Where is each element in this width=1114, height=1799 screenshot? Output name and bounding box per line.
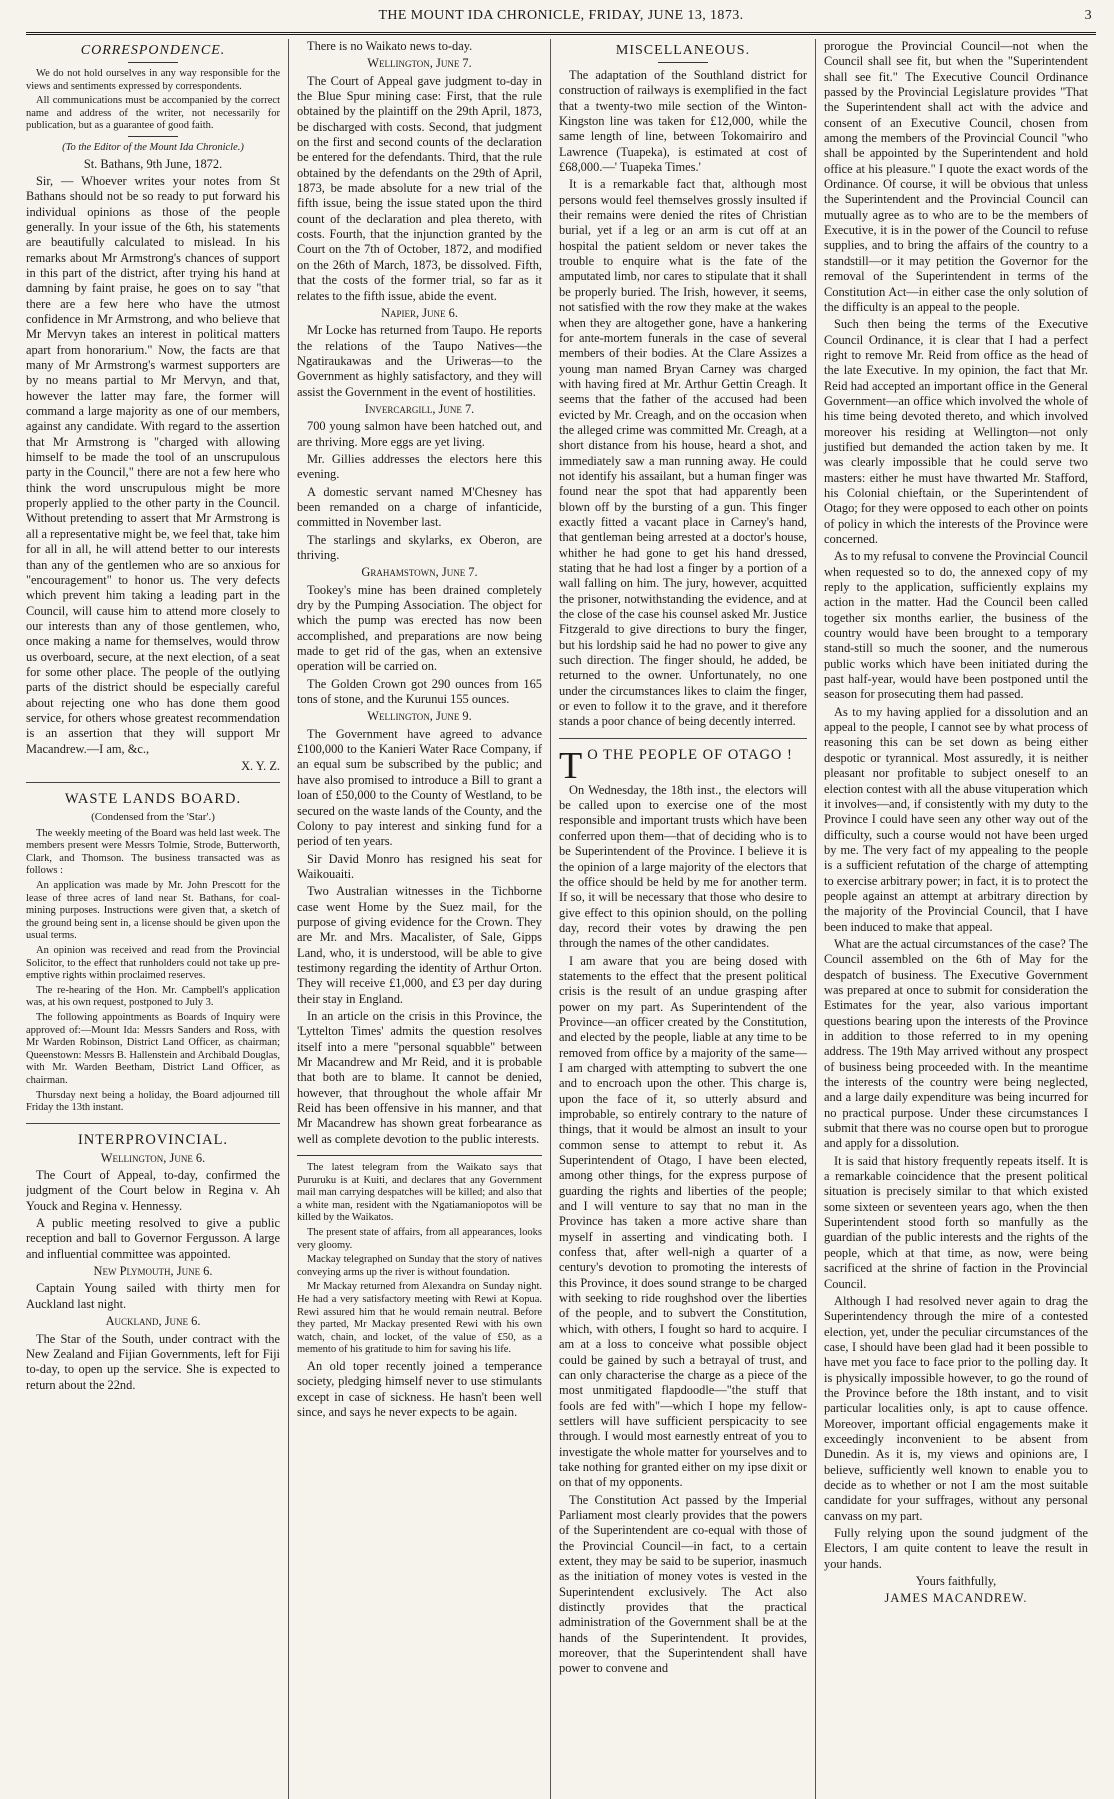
column-1 bbox=[26, 39, 288, 1799]
otago-paragraph: It is said that history frequently repeats itself. It is a remarkable coincidence that the present political situation is precisely similar to that which existed some sixteen or seventeen years ago, when the then Superintendent stood forth so manfully as the guardian of the public interests and the rights of the people, which at that time, as now, were being sacrificed at the shrine of faction in the Provincial Council. bbox=[824, 1153, 1088, 1291]
news-paragraph: Tookey's mine has been drained completely dry by the Pumping Association. The object for which the pump was erected has now been accomplished, and preparations are now being made to get rid of the gas, when an extensive operation will be carried on. bbox=[297, 582, 542, 674]
drop-cap: T bbox=[559, 744, 584, 787]
column-3 bbox=[550, 39, 815, 1799]
news-paragraph: Captain Young sailed with thirty men for Auckland last night. bbox=[26, 1281, 280, 1311]
otago-paragraph: I am aware that you are being dosed with statements to the effect that the present political crisis is the result of an undue grasping after power on my part. As Superintendent of the Province—an officer created by the Constitution, and elected by the people, liable at any time to be removed from office by a majority of the same—I am charged with attempting to subvert the one and to encroach upon the other. This charge is, upon the face of it, so utterly absurd and improbable, so entirely contrary to the nature of things, that it would be almost an insult to your common sense to attempt to rebut it. As Superintendent of Otago, I have been elected, among other things, for the express purpose of guarding the rights and liberties of the people; and I will venture to say that no man in the Province has taken a more active share than myself in asserting and vindicating both. I confess that, after well-nigh a quarter of a century's devotion to promoting the interests of this Province, it does sound strange to be charged with seeking to ride roughshod over the liberties of the people, and to subvert the Constitution, which, with others, I fought so hard to acquire. I am at a loss to conceive what possible object could be gained by such a betrayal of trust, and can only characterise the charge as a piece of the most unmitigated flapdoodle—"the stuff that fools are fed with"—which I hope my fellow-settlers will have sufficient perspicacity to see through. I would most earnestly entreat of you to investigate the whole matter for yourselves and to take nothing for granted either on my ipse dixit or on that of my opponents. bbox=[559, 953, 807, 1490]
divider bbox=[128, 136, 178, 137]
column-2 bbox=[288, 39, 550, 1799]
news-paragraph: Mr Locke has returned from Taupo. He reports the relations of the Taupo Natives—the Ngatiraukawas and the Uriweras—to the Government as highly satisfactory, and they will assist the Government in the event of hostilities. bbox=[297, 323, 542, 399]
waikato-paragraph: The present state of affairs, from all appearances, looks very gloomy. bbox=[297, 1227, 542, 1251]
miscellaneous-heading: MISCELLANEOUS. bbox=[615, 43, 751, 58]
column-4 bbox=[815, 39, 1096, 1799]
divider bbox=[26, 782, 280, 783]
otago-paragraph: As to my refusal to convene the Provincial Council when requested so to do, the annexed copy of my reply to the application, sufficiently explains my action in the matter. Had the Council been called together six months earlier, the business of the country would have been brought to a temporary stand-still so much the sooner, and the numerous public works which have been initiated during the past half-year, would have been postponed until the season for prosecuting them had passed. bbox=[824, 549, 1088, 702]
news-paragraph: 700 young salmon have been hatched out, and are thriving. More eggs are yet living. bbox=[297, 419, 542, 449]
dateline: Wellington, June 9. bbox=[367, 709, 472, 724]
waste-lands-source: (Condensed from the 'Star'.) bbox=[91, 811, 215, 824]
news-paragraph: The Golden Crown got 290 ounces from 165 tons of stone, and the Kurunui 155 ounces. bbox=[297, 676, 542, 707]
otago-paragraph: prorogue the Provincial Council—not when the Council shall see fit, but when the "Superintendent shall see fit." The Executive Council Ordinance passed by the Provincial Legislature provides "That the Superintendent shall act with the advice and consent of an Executive Council, chosen from among the members of the Provincial Council "who shall be appointed by the Superintendent and hold office at his pleasure." I quote the exact words of the Ordinance. Of course, it will be obvious that unless the Superintendent and the Provincial Council can mutually agree as to who are to be the members of Executive, it is in the power of the Council to refuse supplies, and to bring the affairs of the country to a standstill—or it may petition the Governor for the removal of the Superintendent in terms of the Constitution Act—in either case the only solution of the difficulty is an appeal to the people. bbox=[824, 39, 1088, 314]
masthead-title: THE MOUNT IDA CHRONICLE, FRIDAY, JUNE 13, 1873. bbox=[378, 8, 744, 23]
otago-closing: Yours faithfully, bbox=[915, 1574, 997, 1589]
masthead-rule bbox=[26, 32, 1096, 35]
letter-body: Sir, — Whoever writes your notes from St Bathans should not be so ready to put forward his individual opinions as those of the people generally. In your issue of the 6th, his statements are beautifully calculated to mislead. In his remarks about Mr Armstrong's chances of support in this part of the district, after trying his hand at damning by faint praise, he goes on to say "that there are a few here who have the utmost confidence in Mr Armstrong, and who believe that Mr Mervyn takes an interest in political matters apart from honorarium." Now, the facts are that many of Mr Armstrong's warmest supporters are by no means partial to Mr Mervyn, and that, however the latter may fare, the former will command a large majority as one of our members, against any candidate. With regard to the assertion that Mr Armstrong is "charged with allowing himself to be made the tool of an unscrupulous party in the Council," there are not a few here who think the word unscrupulous might be more properly applied to the other party in the Council. Without pretending to assert that Mr Armstrong is all a representative might be, we feel that, take him for all in all, he will attend better to our interests than any of the gentlemen who are so anxious for "encouragement" to honor us. The very defects which prevent him taking a leading part in the Council, will cause him to attend more closely to our interests than any of those gentlemen, who, once making a name for themselves, would throw us overboard, secure, at the next election, of a seat for some other place. The people of the outlying parts of the district should be especially careful about rejecting one who has done them good service, for others whose greatest recommendation is an assertion that they will support Mr Macandrew.—I am, &c., bbox=[26, 173, 280, 756]
news-paragraph: In an article on the crisis in this Province, the 'Lyttelton Times' admits the question resolves itself into a mere "personal squabble" between Mr Macandrew and Mr Reid, and it is probable that both are to blame. It cannot be denied, however, that throughout the whole affair Mr Reid has been offensive in his manner, and that Mr Macandrew has shown great forbearance as well as complete devotion to the public interests. bbox=[297, 1008, 542, 1146]
dateline: Invercargill, June 7. bbox=[364, 401, 475, 416]
divider bbox=[26, 1123, 280, 1124]
waste-lands-heading: WASTE LANDS BOARD. bbox=[64, 791, 242, 808]
otago-paragraph: Although I had resolved never again to drag the Superintendency through the mire of a contested election, yet, under the peculiar circumstances of the case, I should have been glad had it been possible to have met you face to face prior to the polling day. It is physically impossible however, to go the round of the Province before the 18th instant, and to visit particular localities only, is apt to cause offence. Moreover, important official engagements make it exceedingly inconvenient to be absent from Dunedin. As it is, my views and opinions are, I believe, sufficiently well known to enable you to decide as to whether or not I am the most suitable candidate for your suffrages, without any personal canvass on my part. bbox=[824, 1293, 1088, 1523]
columns bbox=[26, 39, 1096, 1799]
otago-paragraph: The Constitution Act passed by the Imperial Parliament most clearly provides that the powers of the Superintendent are co-equal with those of the Provincial Council—in fact, to a certain extent, they may be said to be superior, inasmuch as the initiation of money votes is vested in the Superintendent exclusively. The Act also distinctly provides that the practical administration of the Government shall be at the hands of the Superintendent. It provides, moreover, that the Superintendent shall have power to convene and bbox=[559, 1492, 807, 1676]
otago-paragraph: Such then being the terms of the Executive Council Ordinance, it is clear that I had a perfect right to remove Mr. Reid from office as the head of the late Executive. In my opinion, the fact that Mr. Reid had accepted an important office in the General Government—an office which involved the whole of his time being devoted thereto, and which involved moreover his residing at Wellington—not only justified but demanded the action taken by me. It was clearly impossible that he could serve two masters: either he must have thwarted Mr. Stafford, his Colonial chieftain, or the Superintendent of Otago; for they were opposed to each other on points of policy in which the interests of the Province were concerned. bbox=[824, 317, 1088, 546]
correspondence-disclaimer: All communications must be accompanied by the correct name and address of the writer, not necessarily for publication, but as a guarantee of good faith. bbox=[26, 95, 280, 132]
waste-lands-paragraph: An application was made by Mr. John Prescott for the lease of three acres of land near St. Bathans, for coal-mining purposes. Instructions were given that, a sketch of the ground being sent in, a license should be given upon the usual terms. bbox=[26, 880, 280, 942]
waikato-paragraph: Mackay telegraphed on Sunday that the story of natives conveying arms up the river is without foundation. bbox=[297, 1254, 542, 1278]
dateline: Napier, June 6. bbox=[381, 305, 458, 320]
waste-lands-paragraph: Thursday next being a holiday, the Board adjourned till Friday the 13th instant. bbox=[26, 1089, 280, 1114]
dateline: New Plymouth, June 6. bbox=[93, 1264, 213, 1279]
news-paragraph: Sir David Monro has resigned his seat for Waikouaiti. bbox=[297, 851, 542, 881]
divider bbox=[559, 738, 807, 739]
otago-paragraph: On Wednesday, the 18th inst., the electors will be called upon to exercise one of the most responsible and important trusts which have been conferred upon them—that of deciding who is to be Superintendent of the Province. I believe it is the opinion of a large majority of the electors that the office should be held by me for another term. If so, it will be necessary that those who desire to give effect to this opinion should, on the polling day, record their votes by drawing the pen through the names of the other candidates. bbox=[559, 782, 807, 951]
news-paragraph: Mr. Gillies addresses the electors here this evening. bbox=[297, 451, 542, 482]
dateline: Grahamstown, June 7. bbox=[361, 565, 478, 580]
news-paragraph: The Court of Appeal gave judgment to-day in the Blue Spur mining case: First, that the rule obtained by the plaintiff on the 29th April, 1873, be discharged with costs. Second, that judgment on the first and second counts of the declaration be entered for the defendants. Third, that the rule obtained by the defendants on the 29th of April, 1873, be made absolute for a new trial of the fifth issue, being the issue stated upon the third count of the declaration and plea thereto, with costs. Fourth, that the injunction granted by the Court on the 7th of October, 1872, and modified on the 26th of March, 1873, be dissolved. Fifth, that the costs of the former trial, so far as it relates to the fifth issue, abide the event. bbox=[297, 73, 542, 303]
misc-paragraph: It is a remarkable fact that, although most persons would feel themselves grossly insulted if their remains were denied the rites of Christian burial, yet if a leg or an arm is cut off at an hospital the patient seldom or never takes the trouble to enquire what is the fate of the amputated limb, nor cares to stipulate that it shall be properly buried. The Irish, however, it seems, not satisfied with the row they make at the wakes when they are altogether gone, have a hankering for ante-mortem funerals in the case of several members of their bodies. At the Clare Assizes a young man named Bryan Carney was charged with having fired at Mr. Arthur Gettin Creagh. It seems that the father of the accused had been evicted by Mr. Creagh, and on the occasion when the alleged crime was committed Mr. Creagh, at a short distance from his house, heard a shot, and immediately saw a man running away. He could not identify his assailant, but a human finger was found near the spot that had apparently been blown off by the bursting of a gun. This finger exactly fitted a vacant place in Carney's hand, that gentleman being arrested at a doctor's house, whither he had gone to get his hand dressed, stating that he had lost a finger by a portion of a wall falling on him. The jury, however, acquitted the prisoner, notwithstanding the evidence, and at the close of the case his counsel asked Mr. Justice Fitzgerald to give directions to bury the finger, but his lordship said he had no power to give any such direction. The finger should, he added, be returned to the owner. Unfortunately, no one under the circumstances likes to claim the finger, or even to follow it to the grave, and it therefore stands a poor chance of being decently interred. bbox=[559, 177, 807, 729]
interprovincial-heading: INTERPROVINCIAL. bbox=[77, 1131, 229, 1148]
letter-dateline: St. Bathans, 9th June, 1872. bbox=[83, 156, 223, 171]
waste-lands-paragraph: The weekly meeting of the Board was held last week. The members present were Messrs Tolmie, Strode, Butterworth, Clark, and Thomson. The business transacted was as follows : bbox=[26, 827, 280, 877]
waikato-paragraph: Mr Mackay returned from Alexandra on Sunday night. He had a very satisfactory meeting with Rewi at Kopua. Rewi assured him that he would remain neutral. Before they parted, Mr Mackay presented Rewi with his own watch, chain, and locket, of the value of £50, as a memento of his gratitude to him for saving his life. bbox=[297, 1281, 542, 1356]
waikato-paragraph: The latest telegram from the Waikato says that Pururuku is at Kuiti, and declares that any Government mail man carrying despatches will be killed; and also that a white man, resident with the Ngatiamaniopotos will be killed by the Waikatos. bbox=[297, 1162, 542, 1224]
masthead bbox=[26, 8, 1096, 30]
otago-heading-text: O THE PEOPLE OF OTAGO ! bbox=[587, 746, 793, 763]
letter-signature: X. Y. Z. bbox=[241, 758, 280, 773]
correspondence-heading: CORRESPONDENCE. bbox=[80, 43, 226, 58]
news-paragraph: The starlings and skylarks, ex Oberon, are thriving. bbox=[297, 532, 542, 562]
news-paragraph: The Star of the South, under contract with the New Zealand and Fijian Governments, left for Fiji to-day, to open up the service. She is expected to return about the 22nd. bbox=[26, 1331, 280, 1392]
news-paragraph: The Government have agreed to advance £100,000 to the Kanieri Water Race Company, if an equal sum be subscribed by the public; and have also promised to introduce a Bill to grant a loan of £50,000 to the County of Westland, to be secured on the waste lands of the County, and the Colony to pay interest and sinking fund for a period of ten years. bbox=[297, 726, 542, 849]
correspondence-disclaimer: We do not hold ourselves in any way responsible for the views and sentiments expressed by correspondents. bbox=[26, 68, 280, 92]
otago-address-heading bbox=[559, 744, 807, 787]
page-number: 3 bbox=[1084, 8, 1092, 23]
waikato-paragraph: An old toper recently joined a temperance society, pledging himself never to use stimulants except in case of sickness. He hasn't been well since, and says he never expects to be again. bbox=[297, 1358, 542, 1419]
news-paragraph: Two Australian witnesses in the Tichborne case went Home by the Suez mail, for the purpose of giving evidence for the Crown. They are Mr. and Mrs. Macalister, of Sale, Gipps Land, who, it is understood, will be able to give testimony regarding the identity of Arthur Orton. They will receive £1,000, and £3 per day during their stay in England. bbox=[297, 884, 542, 1006]
news-paragraph: There is no Waikato news to-day. bbox=[307, 39, 473, 53]
waste-lands-paragraph: The following appointments as Boards of Inquiry were approved of:—Mount Ida: Messrs Sanders and Ross, with Mr Warden Robinson, District Land Officer, as chairman; Queenstown: Messrs B. Hallenstein and Archibald Douglas, with Mr. Warden Beetham, District Land Officer, as chairman. bbox=[26, 1011, 280, 1086]
news-paragraph: The Court of Appeal, to-day, confirmed the judgment of the Court below in Regina v. Ah Youck and Regina v. Hennessy. bbox=[26, 1168, 280, 1213]
dateline: Wellington, June 6. bbox=[100, 1150, 206, 1165]
otago-paragraph: What are the actual circumstances of the case? The Council assembled on the 6th of May for the despatch of business. The Executive Government was prepared at once to submit for consideration the Estimates for the year, also various important questions bearing upon the interests of the Province in addition to those referred to in my opening address. The 19th May arrived without any prospect of business being proceeded with. In the meantime the interests of the country were being neglected, and a large daily expenditure was being incurred for no practical purpose. Under these circumstances I submit that there was no course open but to prorogue and apply for a dissolution. bbox=[824, 936, 1088, 1151]
dateline: Auckland, June 6. bbox=[105, 1314, 201, 1329]
news-paragraph: A domestic servant named M'Chesney has been remanded on a charge of infanticide, committed in November last. bbox=[297, 484, 542, 530]
otago-signature: JAMES MACANDREW. bbox=[884, 1591, 1028, 1606]
waste-lands-paragraph: The re-hearing of the Hon. Mr. Campbell's application was, at his own request, postponed to July 3. bbox=[26, 984, 280, 1009]
divider bbox=[658, 62, 708, 63]
misc-paragraph: The adaptation of the Southland district for construction of railways is exemplified in the fact that a twenty-two mile section of the Winton-Kingston line was taken for £12,000, while the same length of line, between Tokomairiro and Lawrence (Tuapeka), is estimated at cost of £68,000.—' Tuapeka Times.' bbox=[559, 68, 807, 175]
waste-lands-paragraph: An opinion was received and read from the Provincial Solicitor, to the effect that runholders could not take up pre-emptive rights within proclaimed reserves. bbox=[26, 945, 280, 982]
waikato-section bbox=[297, 1155, 542, 1420]
to-editor-line: (To the Editor of the Mount Ida Chronicle.) bbox=[62, 141, 244, 153]
divider bbox=[128, 62, 178, 63]
otago-paragraph: Fully relying upon the sound judgment of the Electors, I am quite content to leave the result in your hands. bbox=[824, 1526, 1088, 1571]
dateline: Wellington, June 7. bbox=[367, 56, 472, 71]
news-paragraph: A public meeting resolved to give a public reception and ball to Governor Fergusson. A large and influential committee was appointed. bbox=[26, 1216, 280, 1261]
otago-paragraph: As to my having applied for a dissolution and an appeal to the people, I cannot see by what process of reasoning this can be set down as being either despotic or tyrannical. Most assuredly, it is neither pleasant nor profitable to subject oneself to an election contest with all the abuse vituperation which it involves—and, if consistently with my duty to the Province I could have seen any other way out of the difficulty, such a course would not have been urged by me. The very fact of my appealing to the people is a sufficient refutation of the charge of attempting to exercise arbitrary power; in fact, it is to protect the people against an attempt at arbitrary direction by the majority of the Provincial Council, that I have been induced to make that appeal. bbox=[824, 704, 1088, 934]
